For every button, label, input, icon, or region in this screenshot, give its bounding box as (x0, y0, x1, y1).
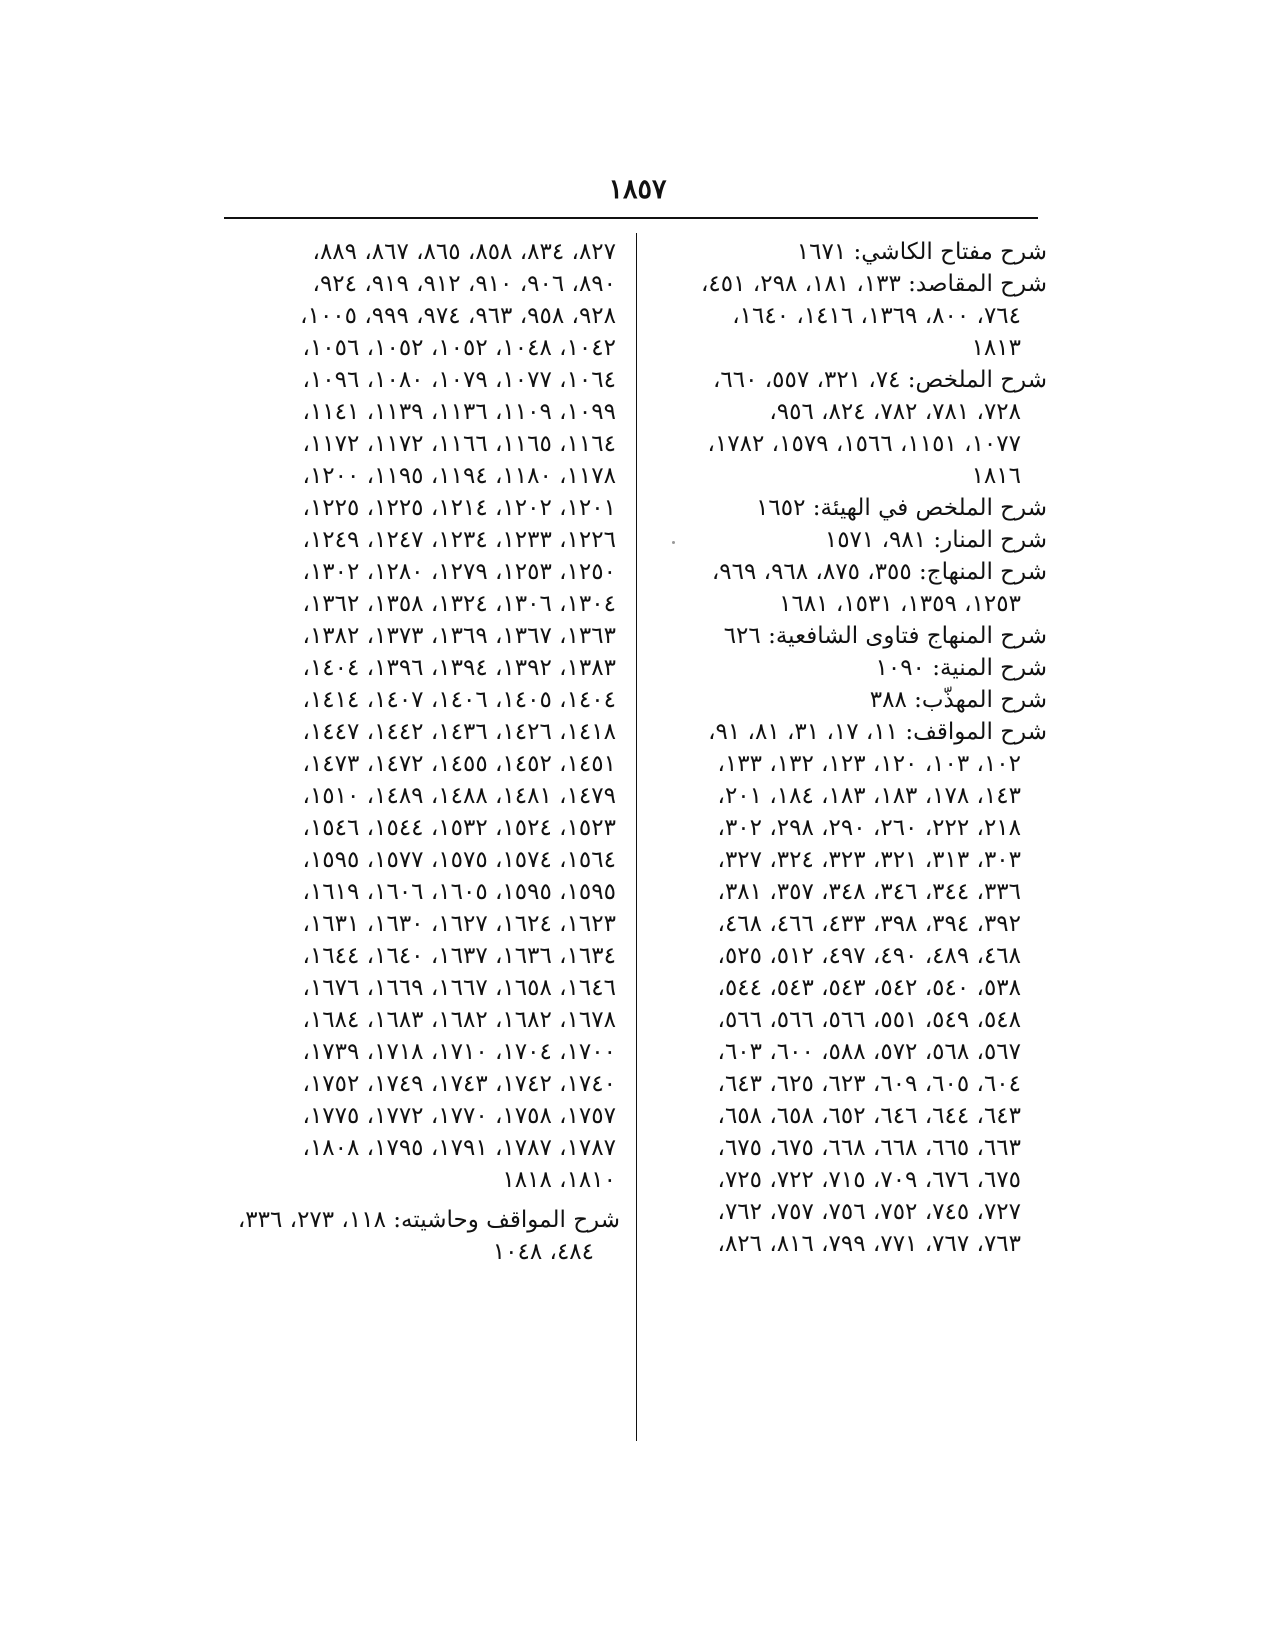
entry-heading-line: شرح المنهاج فتاوى الشافعية: ٦٢٦ (723, 623, 1047, 649)
index-entry (655, 524, 1047, 556)
entry-page-refs-line: ٦٠٤، ٦٠٥، ٦٠٩، ٦٢٣، ٦٢٥، ٦٤٣، (717, 1071, 1021, 1097)
entry-page-refs-line: ١٨١٦ (971, 463, 1021, 489)
entry-page-refs-line: ٣٩٢، ٣٩٤، ٣٩٨، ٤٣٣، ٤٦٦، ٤٦٨، (717, 911, 1021, 937)
entry-page-refs-line: ١٦٧٨، ١٦٨٢، ١٦٨٢، ١٦٨٣، ١٦٨٤، (302, 1007, 616, 1033)
left-column (220, 236, 620, 1268)
entry-heading-line: شرح المواقف وحاشيته: ١١٨، ٢٧٣، ٣٣٦، (237, 1207, 620, 1233)
entry-page-refs-line: ٨٩٠، ٩٠٦، ٩١٠، ٩١٢، ٩١٩، ٩٢٤، (312, 271, 616, 297)
index-entry (655, 364, 1047, 492)
right-column (655, 236, 1047, 1260)
entry-page-refs-line: ٤٨٤، ١٠٤٨ (492, 1239, 594, 1265)
entry-heading-line: شرح الملخص في الهيئة: ١٦٥٢ (756, 495, 1047, 521)
index-entry (655, 716, 1047, 1260)
entry-page-refs-line: ١٢٥٣، ١٣٥٩، ١٥٣١، ١٦٨١ (779, 591, 1021, 617)
entry-page-refs-line: ١٦٢٣، ١٦٢٤، ١٦٢٧، ١٦٣٠، ١٦٣١، (302, 911, 616, 937)
entry-page-refs-line: ١٦٤٦، ١٦٥٨، ١٦٦٧، ١٦٦٩، ١٦٧٦، (302, 975, 616, 1001)
entry-page-refs-line: ٩٢٨، ٩٥٨، ٩٦٣، ٩٧٤، ٩٩٩، ١٠٠٥، (300, 303, 616, 329)
entry-page-refs-line: ١٨١٣ (971, 335, 1021, 361)
entry-heading-line: شرح مفتاح الكاشي: ١٦٧١ (796, 239, 1047, 265)
entry-page-refs-line: ١٤٧٩، ١٤٨١، ١٤٨٨، ١٤٨٩، ١٥١٠، (302, 783, 616, 809)
entry-page-refs-line: ١٥٢٣، ١٥٢٤، ١٥٣٢، ١٥٤٤، ١٥٤٦، (302, 815, 616, 841)
entry-page-refs-line: ١٨١٠، ١٨١٨ (502, 1167, 616, 1193)
entry-page-refs-line: ١٣٦٣، ١٣٦٧، ١٣٦٩، ١٣٧٣، ١٣٨٢، (302, 623, 616, 649)
entry-page-refs-line: ١٥٩٥، ١٥٩٥، ١٦٠٥، ١٦٠٦، ١٦١٩، (302, 879, 616, 905)
entry-page-refs-line: ٦٦٣، ٦٦٥، ٦٦٨، ٦٦٨، ٦٧٥، ٦٧٥، (717, 1135, 1021, 1161)
entry-page-refs-line: ٧٦٣، ٧٦٧، ٧٧١، ٧٩٩، ٨١٦، ٨٢٦، (717, 1231, 1021, 1257)
entry-page-refs-line: ١٥٦٤، ١٥٧٤، ١٥٧٥، ١٥٧٧، ١٥٩٥، (302, 847, 616, 873)
entry-heading-line: شرح المقاصد: ١٣٣، ١٨١، ٢٩٨، ٤٥١، (700, 271, 1047, 297)
entry-page-refs-line: ١٣٠٤، ١٣٠٦، ١٣٢٤، ١٣٥٨، ١٣٦٢، (302, 591, 616, 617)
entry-page-refs-line: ١٠٩٩، ١١٠٩، ١١٣٦، ١١٣٩، ١١٤١، (302, 399, 616, 425)
index-entry (220, 1204, 620, 1268)
entry-page-refs-line: ٥٣٨، ٥٤٠، ٥٤٢، ٥٤٣، ٥٤٣، ٥٤٤، (717, 975, 1021, 1001)
entry-page-refs-line: ٦٧٥، ٦٧٦، ٧٠٩، ٧١٥، ٧٢٢، ٧٢٥، (717, 1167, 1021, 1193)
entry-page-refs-line: ١٧٤٠، ١٧٤٢، ١٧٤٣، ١٧٤٩، ١٧٥٢، (302, 1071, 616, 1097)
entry-page-refs-line: ١١٧٨، ١١٨٠، ١١٩٤، ١١٩٥، ١٢٠٠، (302, 463, 616, 489)
entry-page-refs-line: ١٢٥٠، ١٢٥٣، ١٢٧٩، ١٢٨٠، ١٣٠٢، (302, 559, 616, 585)
entry-page-refs-line: ٨٢٧، ٨٣٤، ٨٥٨، ٨٦٥، ٨٦٧، ٨٨٩، (312, 239, 616, 265)
entry-page-refs-line: ١٢٠١، ١٢٠٢، ١٢١٤، ١٢٢٥، ١٢٢٥، (302, 495, 616, 521)
index-entry (655, 556, 1047, 620)
page-number: ١٨٥٧ (608, 174, 667, 205)
entry-page-refs-line: ١٣٨٣، ١٣٩٢، ١٣٩٤، ١٣٩٦، ١٤٠٤، (302, 655, 616, 681)
entry-page-refs-line: ٦٤٣، ٦٤٤، ٦٤٦، ٦٥٢، ٦٥٨، ٦٥٨، (717, 1103, 1021, 1129)
index-entry (655, 492, 1047, 524)
entry-page-refs-line: ١٤١٨، ١٤٢٦، ١٤٣٦، ١٤٤٢، ١٤٤٧، (302, 719, 616, 745)
entry-heading-line: شرح المنار: ٩٨١، ١٥٧١ (824, 527, 1047, 553)
entry-page-refs-line: ١٤٣، ١٧٨، ١٨٣، ١٨٣، ١٨٤، ٢٠١، (717, 783, 1021, 809)
top-rule (224, 217, 1038, 219)
entry-spacer (220, 1196, 620, 1204)
entry-heading-line: شرح الملخص: ٧٤، ٣٢١، ٥٥٧، ٦٦٠، (712, 367, 1047, 393)
entry-heading-line: شرح المنهاج: ٣٥٥، ٨٧٥، ٩٦٨، ٩٦٩، (711, 559, 1047, 585)
entry-page-refs-line: ٤٦٨، ٤٨٩، ٤٩٠، ٤٩٧، ٥١٢، ٥٢٥، (717, 943, 1021, 969)
index-entry (655, 236, 1047, 268)
index-entry (655, 684, 1047, 716)
entry-page-refs-line: ١٠٤٢، ١٠٤٨، ١٠٥٢، ١٠٥٢، ١٠٥٦، (302, 335, 616, 361)
index-entry (655, 268, 1047, 364)
entry-page-refs-line: ١٠٢، ١٠٣، ١٢٠، ١٢٣، ١٣٢، ١٣٣، (717, 751, 1021, 777)
entry-page-refs-line: ١٤٠٤، ١٤٠٥، ١٤٠٦، ١٤٠٧، ١٤١٤، (302, 687, 616, 713)
entry-page-refs-line: ٢١٨، ٢٢٢، ٢٦٠، ٢٩٠، ٢٩٨، ٣٠٢، (717, 815, 1021, 841)
entry-page-refs-line: ١٦٣٤، ١٦٣٦، ١٦٣٧، ١٦٤٠، ١٦٤٤، (302, 943, 616, 969)
index-entry (655, 652, 1047, 684)
entry-page-refs-line: ١٤٥١، ١٤٥٢، ١٤٥٥، ١٤٧٢، ١٤٧٣، (302, 751, 616, 777)
entry-page-refs-line: ٧٢٧، ٧٤٥، ٧٥٢، ٧٥٦، ٧٥٧، ٧٦٢، (717, 1199, 1021, 1225)
entry-page-refs-line: ٧٦٤، ٨٠٠، ١٣٦٩، ١٤١٦، ١٦٤٠، (732, 303, 1021, 329)
entry-page-refs-line: ١٠٦٤، ١٠٧٧، ١٠٧٩، ١٠٨٠، ١٠٩٦، (302, 367, 616, 393)
entry-heading-line: شرح المهذّب: ٣٨٨ (869, 687, 1047, 713)
entry-page-refs-line: ٥٤٨، ٥٤٩، ٥٥١، ٥٦٦، ٥٦٦، ٥٦٦، (717, 1007, 1021, 1033)
index-entry (655, 620, 1047, 652)
entry-heading-line: شرح المواقف: ١١، ١٧، ٣١، ٨١، ٩١، (708, 719, 1047, 745)
entry-page-refs-line: ١٧٥٧، ١٧٥٨، ١٧٧٠، ١٧٧٢، ١٧٧٥، (302, 1103, 616, 1129)
entry-page-refs-line: ٥٦٧، ٥٦٨، ٥٧٢، ٥٨٨، ٦٠٠، ٦٠٣، (717, 1039, 1021, 1065)
entry-page-refs-line: ١٧٨٧، ١٧٨٧، ١٧٩١، ١٧٩٥، ١٨٠٨، (302, 1135, 616, 1161)
entry-page-refs-line: ٣٣٦، ٣٤٤، ٣٤٦، ٣٤٨، ٣٥٧، ٣٨١، (717, 879, 1021, 905)
entry-page-refs-line: ٣٠٣، ٣١٣، ٣٢١، ٣٢٣، ٣٢٤، ٣٢٧، (717, 847, 1021, 873)
entry-page-refs-line: ١٢٢٦، ١٢٣٣، ١٢٣٤، ١٢٤٧، ١٢٤٩، (302, 527, 616, 553)
entry-page-refs-line: ٧٢٨، ٧٨١، ٧٨٢، ٨٢٤، ٩٥٦، (769, 399, 1021, 425)
entry-heading-line: شرح المنية: ١٠٩٠ (875, 655, 1047, 681)
column-divider (636, 233, 637, 1441)
entry-page-refs-line: ١٧٠٠، ١٧٠٤، ١٧١٠، ١٧١٨، ١٧٣٩، (302, 1039, 616, 1065)
entry-page-refs-line: ١٠٧٧، ١١٥١، ١٥٦٦، ١٥٧٩، ١٧٨٢، (707, 431, 1021, 457)
entry-page-refs-line: ١١٦٤، ١١٦٥، ١١٦٦، ١١٧٢، ١١٧٢، (302, 431, 616, 457)
